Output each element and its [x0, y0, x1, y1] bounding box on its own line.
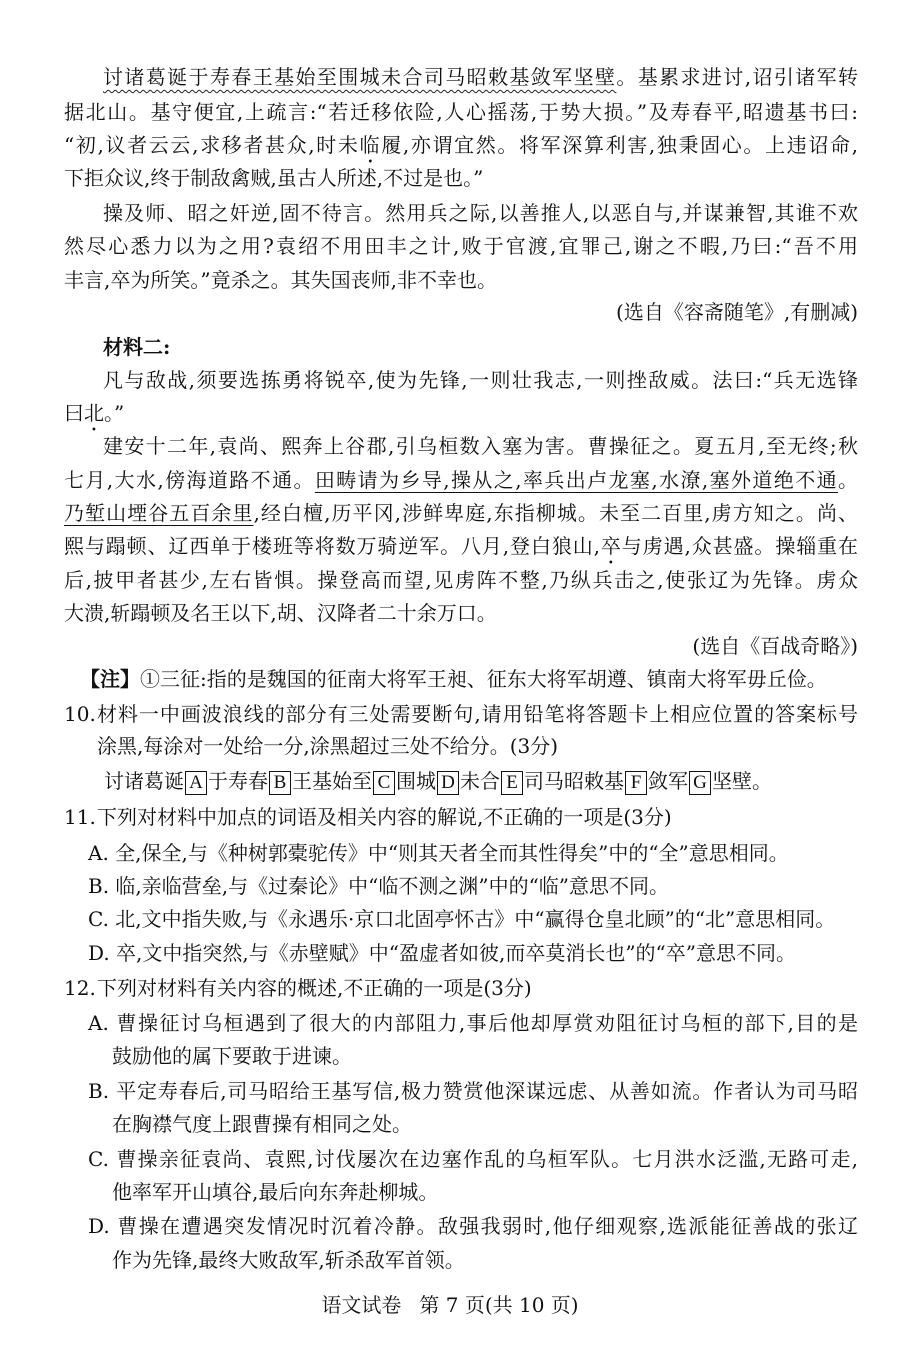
- note-label: 【注】: [80, 667, 140, 691]
- emphasis-dotted-char: 卒: [600, 534, 622, 558]
- source-citation: (选自《百战奇略》): [692, 634, 858, 658]
- material1-para1-line1: [103, 65, 858, 89]
- text-segment: 。: [838, 468, 858, 492]
- material2-para2-line2: [64, 468, 858, 492]
- answer-segment: 司马昭敕基: [524, 769, 624, 793]
- material2-para1-line2: [64, 401, 124, 436]
- q12-option-d-line2: 作为先锋,最终大败敌军,斩杀敌军首领。: [112, 1248, 465, 1272]
- question-number: 10.: [64, 702, 96, 726]
- underlined-sentence: 乃堑山堙谷五百余里: [64, 501, 254, 525]
- text-segment: 熙与蹋顿、辽西单于楼班等将数万骑逆军。八月,登白狼山,: [64, 534, 600, 558]
- answer-segment: 未合: [460, 769, 500, 793]
- material2-para2-line6: 大溃,斩蹋顿及名王以下,胡、汉降者二十余万口。: [64, 601, 497, 625]
- q12-option-c-line1: C. 曹操亲征袁尚、袁熙,讨伐屡次在边塞作乱的乌桓军队。七月洪水泛滥,无路可走,: [88, 1147, 858, 1171]
- material2-para2-line3: [64, 501, 858, 525]
- answer-box-d: D: [437, 771, 459, 795]
- answer-segment: 围城: [396, 769, 436, 793]
- q10-stem-line2: 涂黑,每涂对一处给一分,涂黑超过三处不给分。(3分): [97, 734, 559, 758]
- text-segment: 履,亦谓宜然。将军深算利害,独秉固心。上违诏命,: [381, 133, 858, 157]
- q12-stem: 下列对材料有关内容的概述,不正确的一项是(3分): [97, 976, 532, 1000]
- answer-box-g: G: [689, 771, 711, 795]
- wavy-underlined-passage: 讨诸葛诞于寿春王基始至围城未合司马昭敕基敛军坚壁: [103, 65, 617, 89]
- text-segment: 。”: [104, 401, 125, 425]
- answer-segment: 王基始至: [292, 769, 372, 793]
- emphasis-dotted-char: 北: [84, 401, 104, 425]
- material1-para2-line2: 然尽心悉力以为之用?袁绍不用田丰之计,败于官渡,宜罪己,谢之不暇,乃曰:“吾不用: [64, 234, 858, 258]
- text-segment: ,经白檀,历平冈,涉鲜卑庭,东指柳城。未至二百里,虏方知之。尚、: [253, 501, 858, 525]
- q11-stem: 下列对材料中加点的词语及相关内容的解说,不正确的一项是(3分): [97, 805, 672, 829]
- material2-para2-line5: 后,披甲者甚少,左右皆惧。操登高而望,见虏阵不整,乃纵兵击之,使张辽为先锋。虏众: [64, 568, 858, 592]
- q12-option-a-line2: 鼓励他的属下要敢于进谏。: [112, 1044, 352, 1068]
- text-segment: 七月,大水,傍海道路不通。: [64, 468, 315, 492]
- q11-option-b: B. 临,亲临营垒,与《过秦论》中“临不测之渊”中的“临”意思不同。: [88, 874, 670, 898]
- q11-option-d: D. 卒,文中指突然,与《赤壁赋》中“盈虚者如彼,而卒莫消长也”的“卒”意思不同。: [88, 941, 797, 965]
- q12-option-c-line2: 他率军开山填谷,最后向东奔赴柳城。: [112, 1180, 439, 1204]
- q12-option-b-line2: 在胸襟气度上跟曹操有相同之处。: [112, 1112, 412, 1136]
- answer-segment: 讨诸葛诞: [104, 769, 184, 793]
- material2-para2-line4: [64, 534, 858, 569]
- emphasis-dotted-char: 临: [359, 133, 382, 157]
- source-citation: (选自《容斋随笔》,有删减): [616, 300, 858, 324]
- material1-para1-line4: 下拒众议,终于制敌禽贼,虽古人所述,不过是也。”: [64, 166, 484, 190]
- q10-answer-line: [104, 769, 772, 795]
- q12-option-b-line1: B. 平定寿春后,司马昭给王基写信,极力赞赏他深谋远虑、从善如流。作者认为司马昭: [88, 1079, 858, 1103]
- answer-box-b: B: [269, 771, 291, 795]
- answer-box-e: E: [501, 771, 523, 795]
- text-segment: 与虏遇,众甚盛。操辎重在: [621, 534, 859, 558]
- q10-stem-line1: 材料一中画波浪线的部分有三处需要断句,请用铅笔将答题卡上相应位置的答案标号: [97, 702, 858, 726]
- answer-box-c: C: [373, 771, 395, 795]
- material1-para1-line3: [64, 133, 858, 168]
- answer-segment: 坚壁。: [712, 769, 772, 793]
- material2-heading: 材料二:: [103, 335, 171, 359]
- footer-page-number: 第 7 页(共 10 页): [419, 1293, 579, 1317]
- question-number: 12.: [64, 976, 96, 1000]
- text-segment: 曰: [64, 401, 84, 425]
- material2-para2-line1: 建安十二年,袁尚、熙奔上谷郡,引乌桓数入塞为害。曹操征之。夏五月,至无终;秋: [103, 434, 858, 458]
- answer-box-a: A: [185, 771, 207, 795]
- text-segment: 。基累求进讨,诏引诸军转: [616, 65, 859, 89]
- question-number: 11.: [64, 805, 96, 829]
- footer-subject: 语文试卷: [321, 1293, 402, 1317]
- underlined-sentence: 田畴请为乡导,操从之,率兵出卢龙塞,水潦,塞外道绝不通: [314, 468, 838, 492]
- annotation-note: [80, 667, 827, 691]
- answer-segment: 敛军: [648, 769, 688, 793]
- answer-segment: 于寿春: [208, 769, 268, 793]
- q12-option-d-line1: D. 曹操在遭遇突发情况时沉着冷静。敌强我弱时,他仔细观察,选派能征善战的张辽: [88, 1214, 858, 1238]
- text-segment: “初,议者云云,求移者甚众,时未: [64, 133, 360, 157]
- q11-option-a: A. 全,保全,与《种树郭橐驼传》中“则其天者全而其性得矣”中的“全”意思相同。: [88, 841, 789, 865]
- material1-para2-line3: 丰言,卒为所笑。”竟杀之。其失国丧师,非不幸也。: [64, 268, 497, 292]
- material1-para2-line1: 操及师、昭之奸逆,固不待言。然用兵之际,以善推人,以恶自与,并谋兼智,其谁不欢: [103, 201, 858, 225]
- q12-option-a-line1: A. 曹操征讨乌桓遇到了很大的内部阻力,事后他却厚赏劝阻征讨乌桓的部下,目的是: [88, 1011, 858, 1035]
- answer-box-f: F: [625, 771, 647, 795]
- material2-para1-line1: 凡与敌战,须要选拣勇将锐卒,使为先锋,一则壮我志,一则挫敌威。法曰:“兵无选锋: [103, 368, 858, 392]
- page-footer: [0, 1293, 900, 1317]
- q11-option-c: C. 北,文中指失败,与《永遇乐·京口北固亭怀古》中“赢得仓皇北顾”的“北”意思相同。: [88, 907, 836, 931]
- note-text: ①三征:指的是魏国的征南大将军王昶、征东大将军胡遵、镇南大将军毋丘俭。: [140, 667, 827, 691]
- material1-para1-line2: 据北山。基守便宜,上疏言:“若迁移依险,人心摇荡,于势大损。”及寿春平,昭遗基书曰:: [64, 100, 858, 124]
